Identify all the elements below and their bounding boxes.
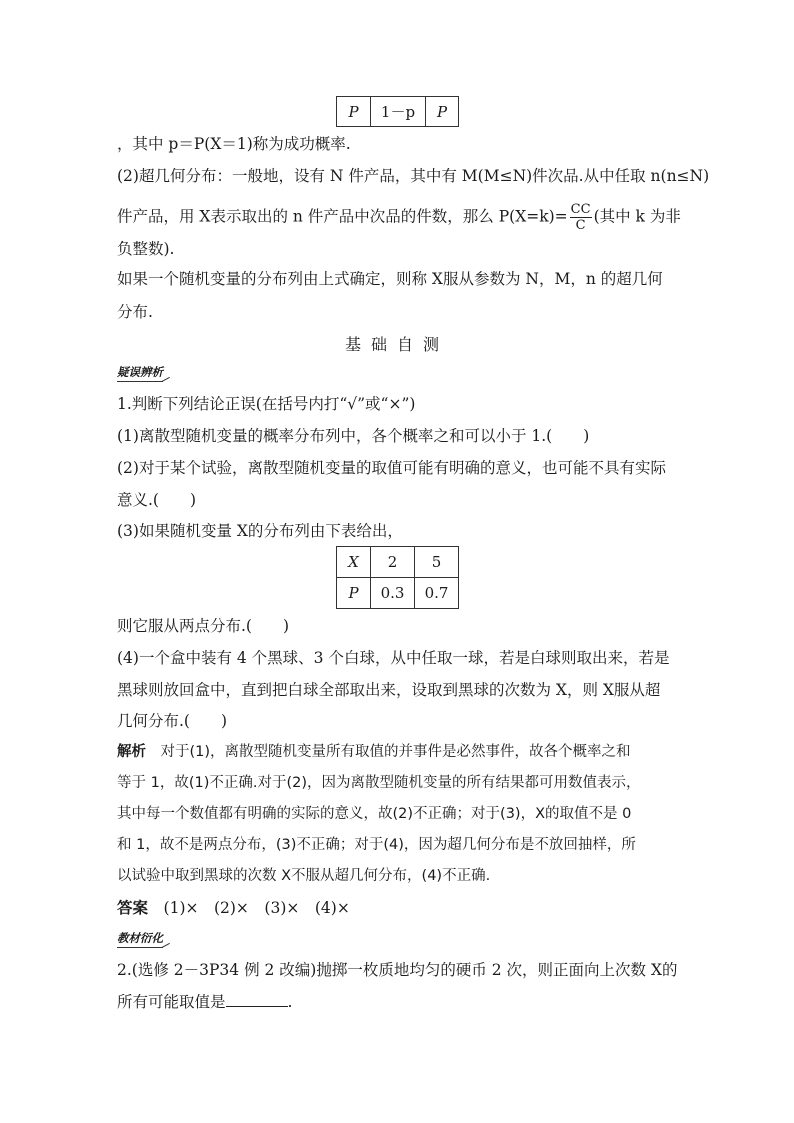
question-2-period: . — [287, 993, 293, 1011]
table-cell: P — [337, 97, 371, 127]
hypergeometric-line-4: 如果一个随机变量的分布列由上式确定，则称 X服从参数为 N，M，n 的超几何 — [117, 270, 663, 288]
question-1-statement-4c: 几何分布.( ) — [117, 712, 228, 730]
question-1-statement-3: (3)如果随机变量 X的分布列由下表给出， — [117, 522, 403, 540]
answer-text: (1)× (2)× (3)× (4)× — [163, 899, 350, 917]
hypergeometric-line-2-a: 件产品，用 X表示取出的 n 件产品中次品的件数，那么 P(X=k)= — [117, 207, 568, 226]
answer-label: 答案 — [117, 899, 149, 917]
analysis-line-2: 等于 1，故(1)不正确.对于(2)，因为离散型随机变量的所有结果都可用数值表示， — [117, 775, 641, 791]
question-2-line-1: 2.(选修 2－3P34 例 2 改编)抛掷一枚质地均匀的硬币 2 次，则正面向上次数 X的 — [117, 961, 678, 979]
analysis-line-3: 其中每一个数值都有明确的实际的意义，故(2)不正确；对于(3)，X的取值不是 0 — [117, 806, 632, 822]
question-2-line-2 — [117, 992, 292, 1012]
distribution-table-question — [336, 546, 459, 609]
question-1-statement-4b: 黑球则放回盒中，直到把白球全部取出来，设取到黑球的次数为 X，则 X服从超 — [117, 681, 661, 699]
distribution-table-top — [336, 96, 459, 127]
analysis-line-1 — [117, 742, 631, 762]
tag-error-analysis: 疑误辨析 — [117, 364, 163, 382]
table-cell: 1－p — [371, 97, 426, 127]
hypergeometric-line-5: 分布. — [117, 303, 153, 321]
question-2-text: 所有可能取值是 — [117, 993, 226, 1011]
hypergeometric-line-2-b: (其中 k 为非 — [593, 207, 681, 226]
table-cell: 5 — [415, 547, 459, 578]
analysis-line-5: 以试验中取到黑球的次数 X不服从超几何分布，(4)不正确. — [117, 868, 491, 884]
hypergeometric-line-3: 负整数). — [117, 240, 175, 258]
question-1-statement-4a: (4)一个盒中装有 4 个黑球、3 个白球，从中任取一球，若是白球则取出来，若是 — [117, 649, 670, 667]
hypergeometric-line-1: (2)超几何分布：一般地，设有 N 件产品，其中有 M(M≤N)件次品.从中任取 n(n≤N) — [117, 167, 710, 185]
table-cell: P — [426, 97, 459, 127]
section-title: 基础自测 — [344, 335, 449, 354]
analysis-text-1: 对于(1)，离散型随机变量所有取值的并事件是必然事件，故各个概率之和 — [160, 744, 631, 760]
analysis-label: 解析 — [117, 744, 146, 760]
table-cell: 2 — [371, 547, 415, 578]
success-probability-text: ，其中 p＝P(X＝1)称为成功概率. — [117, 135, 351, 153]
fraction-denominator: C — [575, 218, 586, 233]
table-cell: 0.3 — [371, 578, 415, 609]
question-1-statement-3b: 则它服从两点分布.( ) — [117, 617, 290, 635]
table-cell: 0.7 — [415, 578, 459, 609]
combination-fraction — [570, 202, 592, 233]
analysis-line-4: 和 1，故不是两点分布，(3)不正确；对于(4)，因为超几何分布是不放回抽样，所 — [117, 837, 636, 853]
question-1-statement-2b: 意义.( ) — [117, 491, 197, 509]
question-1-statement-1: (1)离散型随机变量的概率分布列中，各个概率之和可以小于 1.( ) — [117, 427, 590, 445]
question-1-stem: 1.判断下列结论正误(在括号内打“√”或“×”) — [117, 395, 416, 413]
fraction-numerator: CC — [570, 202, 591, 217]
table-cell: P — [337, 578, 371, 609]
question-1-statement-2a: (2)对于某个试验，离散型随机变量的取值可能有明确的意义，也可能不具有实际 — [117, 459, 666, 477]
table-cell: X — [337, 547, 371, 578]
answer-line — [117, 898, 350, 918]
answer-blank[interactable] — [226, 992, 288, 1007]
hypergeometric-line-2 — [117, 202, 681, 233]
tag-textbook-variation: 教材衍化 — [117, 930, 163, 948]
